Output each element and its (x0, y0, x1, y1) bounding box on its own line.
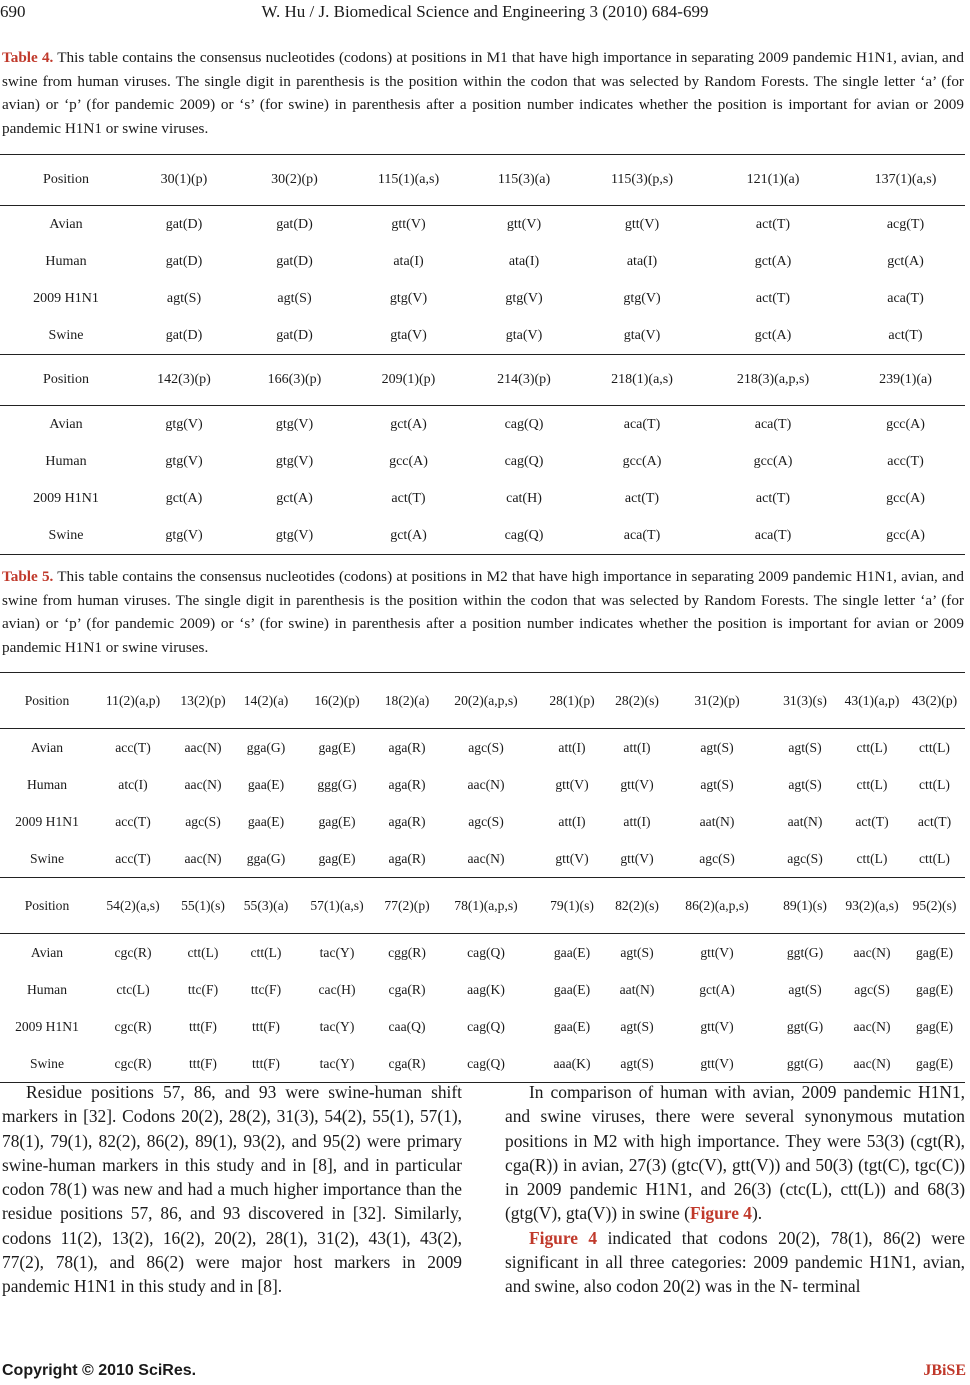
codon-cell: caa(Q) (388, 1018, 426, 1034)
column-header-cell: 93(2)(a,s) (840, 878, 904, 934)
codon-cell: aga(R) (388, 813, 426, 829)
codon-cell: aca(T) (584, 517, 700, 555)
codon-cell: gtt(V) (620, 850, 654, 866)
codon-cell: gag(E) (904, 1045, 965, 1083)
table4-caption-text: This table contains the consensus nucleotides (codons) at positions in M1 that have high importance in separating 2009 pandemic H1N1, avian, and swine from human viruses. The single digit in parenthesis is the position within the codon that was selected by Random Forests. The single letter ‘a’ (for avian) or ‘p’ (for pandemic 2009) or ‘s’ (for swine) in parenthesis after a position number indicates whether the position is important for avian or 2009 pandemic H1N1 or swine viruses. (2, 49, 964, 137)
codon-cell: ttt(F) (172, 1045, 234, 1083)
codon-cell: ggt(G) (770, 1045, 840, 1083)
table-header-row (0, 878, 965, 934)
codon-cell: gcc(A) (846, 517, 965, 555)
codon-cell: gtg(V) (275, 453, 314, 469)
codon-cell: aga(R) (388, 850, 426, 866)
column-header-cell: 31(3)(s) (770, 673, 840, 729)
codon-cell: gag(E) (318, 739, 356, 755)
codon-cell: acc(T) (115, 813, 151, 829)
table-row (0, 766, 965, 803)
table-row (0, 1045, 965, 1083)
codon-cell: act(T) (755, 290, 791, 306)
codon-cell: gct(A) (887, 253, 924, 269)
codon-cell: acg(T) (886, 216, 925, 232)
codon-cell: agt(S) (277, 290, 312, 306)
row-header-cell: Position (0, 155, 132, 206)
table4-label: Table 4. (2, 49, 54, 66)
column-header-cell: 30(1)(p) (132, 155, 236, 206)
codon-cell: gaa(E) (553, 944, 591, 960)
codon-cell: ata(I) (626, 253, 658, 269)
codon-cell: gat(D) (276, 216, 313, 232)
codon-cell: agt(S) (166, 290, 202, 306)
column-header-cell: 95(2)(s) (904, 878, 965, 934)
column-header-cell: 239(1)(a) (846, 355, 965, 406)
host-label-cell: Human (26, 981, 68, 997)
codon-cell: gga(G) (246, 850, 286, 866)
codon-cell: gct(A) (390, 416, 427, 432)
codon-cell: gtt(V) (664, 1045, 770, 1083)
codon-cell: gat(D) (276, 327, 313, 343)
column-header-cell: 115(3)(p,s) (584, 155, 700, 206)
codon-cell: gat(D) (165, 253, 203, 269)
codon-cell: act(T) (917, 813, 952, 829)
codon-cell: gtg(V) (165, 416, 203, 432)
column-header-cell: 18(2)(a) (376, 673, 438, 729)
row-header-cell: Position (0, 355, 132, 406)
codon-cell: ttt(F) (234, 1045, 298, 1083)
codon-cell: aca(T) (700, 517, 846, 555)
codon-cell: gag(E) (916, 981, 953, 997)
codon-cell: agt(S) (700, 739, 734, 755)
table-row (0, 443, 965, 480)
table-row (0, 317, 965, 355)
table-header-row (0, 673, 965, 729)
table-row (0, 480, 965, 517)
codon-cell: act(T) (755, 490, 791, 506)
codon-cell: gtg(V) (165, 453, 203, 469)
host-label-cell: 2009 H1N1 (15, 1018, 79, 1034)
codon-cell: agc(S) (699, 850, 735, 866)
column-header-cell: 82(2)(s) (610, 878, 664, 934)
codon-cell: cag(Q) (438, 1045, 534, 1083)
codon-cell: cag(Q) (504, 416, 544, 432)
codon-cell: aca(T) (623, 416, 661, 432)
column-header-cell: 43(1)(a,p) (840, 673, 904, 729)
codon-cell: ggg(G) (317, 776, 357, 792)
codon-cell: gtg(V) (623, 290, 661, 306)
journal-citation: W. Hu / J. Biomedical Science and Engineering 3 (2010) 684-699 (261, 2, 709, 21)
codon-cell: gcc(A) (886, 490, 925, 506)
codon-cell: gat(D) (165, 216, 203, 232)
table5-caption-text: This table contains the consensus nucleotides (codons) at positions in M2 that have high importance in separating 2009 pandemic H1N1, avian, and swine from human viruses. The single digit in parenthesis is the position within the codon that was selected by Random Forests. The single letter ‘a’ (for avian) or ‘p’ (for pandemic 2009) or ‘s’ (for swine) in parenthesis after a position number indicates whether the position is important for avian or 2009 pandemic H1N1 or swine viruses. (2, 568, 964, 656)
codon-cell: ata(I) (508, 253, 540, 269)
codon-cell: gta(V) (505, 327, 543, 343)
page-footer (0, 1362, 970, 1384)
codon-cell: cgg(R) (388, 944, 426, 960)
codon-cell: act(T) (391, 490, 426, 506)
host-label-cell: 2009 H1N1 (15, 813, 79, 829)
codon-cell: gtt(V) (700, 944, 734, 960)
codon-cell: tac(Y) (298, 1045, 376, 1083)
column-header-cell: 28(1)(p) (534, 673, 610, 729)
codon-cell: gtt(V) (555, 776, 589, 792)
codon-cell: aat(N) (787, 813, 823, 829)
codon-cell: gga(G) (246, 739, 286, 755)
codon-cell: att(I) (558, 739, 586, 755)
codon-cell: acc(T) (115, 739, 151, 755)
column-header-cell: 121(1)(a) (700, 155, 846, 206)
codon-cell: agt(S) (788, 776, 822, 792)
codon-cell: gtg(V) (389, 290, 428, 306)
codon-cell: ggt(G) (786, 1018, 824, 1034)
column-header-cell: 31(2)(p) (664, 673, 770, 729)
codon-cell: ctc(L) (116, 981, 150, 997)
codon-cell: cga(R) (388, 981, 426, 997)
codon-cell: cag(Q) (504, 453, 544, 469)
column-header-cell: 13(2)(p) (172, 673, 234, 729)
host-label-cell: Human (26, 776, 68, 792)
column-header-cell: 55(3)(a) (234, 878, 298, 934)
codon-cell: agt(S) (620, 1018, 654, 1034)
paragraph-text: indicated that codons 20(2), 78(1), 86(2) were significant in all three categories: 2009 pandemic H1N1, avian, and swine, also codon 20(2) was in the N- terminal (505, 1227, 965, 1297)
codon-cell: ggt(G) (786, 944, 824, 960)
codon-cell: gcc(A) (622, 453, 662, 469)
column-header-cell: 54(2)(a,s) (94, 878, 172, 934)
codon-cell: aaa(K) (534, 1045, 610, 1083)
codon-cell: aac(N) (853, 944, 891, 960)
host-label-cell: 2009 H1N1 (33, 290, 99, 306)
codon-cell: gct(A) (276, 490, 313, 506)
codon-cell: gtg(V) (132, 517, 236, 555)
host-label-cell: Swine (30, 850, 64, 866)
paragraph (505, 1226, 965, 1299)
codon-cell: agc(S) (787, 850, 823, 866)
codon-cell: aac(N) (467, 776, 505, 792)
codon-cell: gta(V) (390, 327, 427, 343)
table-row (0, 243, 965, 280)
codon-cell: ttc(F) (250, 981, 282, 997)
codon-cell: gcc(A) (389, 453, 428, 469)
codon-cell: cgc(R) (114, 944, 152, 960)
codon-cell: gcc(A) (886, 416, 925, 432)
paragraph: Residue positions 57, 86, and 93 were swine-human shift markers in [32]. Codons 20(2), 28(2), 31(3), 54(2), 55(1), 57(1), 78(1), 79(1), 82(2), 86(2), 89(1), 93(2), and 95(2) were primary swine-human markers in this study and in [8], and in particular codon 78(1) was new and had a much higher importance than the residue positions 57, 86, and 93 discovered in [32]. Similarly, codons 11(2), 13(2), 16(2), 20(2), 28(1), 31(2), 43(1), 43(2), 77(2), 78(1), and 86(2) were major host markers in 2009 pandemic H1N1 in this study and in [8]. (2, 1082, 462, 1297)
codon-cell: cag(Q) (467, 1018, 505, 1034)
codon-cell: gct(A) (754, 327, 792, 343)
codon-cell: cga(R) (376, 1045, 438, 1083)
codon-cell: tac(Y) (319, 944, 355, 960)
host-label-cell: Human (45, 453, 87, 469)
row-header-cell: Position (0, 878, 94, 934)
codon-cell: act(T) (755, 216, 791, 232)
running-header (0, 0, 970, 24)
codon-cell: acc(T) (115, 850, 151, 866)
codon-cell: ctt(L) (856, 850, 888, 866)
table-row (0, 1008, 965, 1045)
codon-cell: cac(H) (318, 981, 356, 997)
codon-cell: ctt(L) (919, 776, 950, 792)
codon-cell: gat(D) (165, 327, 203, 343)
codon-cell: gaa(E) (553, 981, 591, 997)
codon-cell: gat(D) (276, 253, 313, 269)
table-row (0, 971, 965, 1008)
codon-cell: gtt(V) (620, 776, 654, 792)
codon-cell: gtt(V) (700, 1018, 734, 1034)
column-header-cell: 28(2)(s) (610, 673, 664, 729)
codon-cell: aac(N) (184, 850, 222, 866)
codon-cell: gaa(E) (247, 776, 285, 792)
host-label-cell: Avian (30, 739, 64, 755)
codon-cell: gtt(V) (506, 216, 542, 232)
codon-cell: gag(E) (318, 850, 356, 866)
column-header-cell: 209(1)(p) (353, 355, 464, 406)
figure-link[interactable]: Figure 4 (529, 1227, 598, 1248)
column-header-cell: 55(1)(s) (172, 878, 234, 934)
codon-cell: aag(K) (467, 981, 505, 997)
codon-cell: agt(S) (700, 776, 734, 792)
codon-cell: aat(N) (619, 981, 655, 997)
column-header-cell: 137(1)(a,s) (846, 155, 965, 206)
codon-cell: aga(R) (388, 776, 426, 792)
host-label-cell: 2009 H1N1 (33, 490, 99, 506)
table-row (0, 406, 965, 444)
row-header-cell: Position (0, 673, 94, 729)
codon-cell: acc(T) (887, 453, 924, 469)
table-row (0, 517, 965, 555)
table-header-row (0, 355, 965, 406)
codon-cell: gta(V) (623, 327, 661, 343)
codon-cell: gct(A) (754, 253, 792, 269)
column-header-cell: 30(2)(p) (236, 155, 353, 206)
codon-cell: cat(H) (506, 490, 542, 506)
column-header-cell: 77(2)(p) (376, 878, 438, 934)
codon-cell: cgc(R) (114, 1018, 152, 1034)
column-header-cell: 218(3)(a,p,s) (700, 355, 846, 406)
codon-cell: ctt(L) (856, 739, 888, 755)
codon-cell: gag(E) (318, 813, 356, 829)
codon-cell: gtt(V) (391, 216, 426, 232)
table-row (0, 206, 965, 244)
codon-cell: aac(N) (467, 850, 505, 866)
host-label-cell: Avian (30, 944, 64, 960)
journal-abbrev: JBiSE (923, 1362, 966, 1379)
codon-cell: agt(S) (788, 739, 822, 755)
table-row (0, 280, 965, 317)
codon-cell: aca(T) (887, 290, 924, 306)
codon-cell: aac(N) (853, 1018, 891, 1034)
codon-cell: agc(S) (185, 813, 221, 829)
codon-cell: gtt(V) (624, 216, 660, 232)
column-header-cell: 14(2)(a) (234, 673, 298, 729)
column-header-cell: 214(3)(p) (464, 355, 584, 406)
codon-cell: ttt(F) (252, 1018, 280, 1034)
codon-cell: ttt(F) (189, 1018, 217, 1034)
codon-cell: gaa(E) (247, 813, 285, 829)
codon-cell: gtg(V) (275, 416, 314, 432)
codon-cell: att(I) (623, 813, 651, 829)
codon-cell: gct(A) (699, 981, 735, 997)
body-left-column (2, 1080, 462, 1299)
copyright-notice: Copyright © 2010 SciRes. (2, 1362, 197, 1379)
table-row (0, 840, 965, 878)
figure-link[interactable]: Figure 4 (689, 1203, 752, 1224)
codon-cell: cag(Q) (464, 517, 584, 555)
column-header-cell: 11(2)(a,p) (94, 673, 172, 729)
codon-cell: gtt(V) (555, 850, 589, 866)
host-label-cell: Swine (0, 1045, 94, 1083)
codon-cell: tac(Y) (319, 1018, 355, 1034)
codon-cell: gcc(A) (753, 453, 793, 469)
paragraph (505, 1080, 965, 1226)
codon-cell: gag(E) (916, 1018, 953, 1034)
codon-cell: ctt(L) (919, 850, 950, 866)
codon-cell: aac(N) (184, 739, 222, 755)
table-row (0, 803, 965, 840)
table5-caption (2, 565, 964, 659)
codon-cell: ctt(L) (250, 944, 282, 960)
column-header-cell: 20(2)(a,p,s) (438, 673, 534, 729)
codon-cell: ata(I) (393, 253, 424, 269)
codon-cell: att(I) (623, 739, 651, 755)
codon-cell: gaa(E) (553, 1018, 591, 1034)
paragraph-text: ). (751, 1203, 763, 1224)
body-right-column (505, 1080, 965, 1299)
column-header-cell: 86(2)(a,p,s) (664, 878, 770, 934)
codon-cell: act(T) (855, 813, 889, 829)
codon-cell: cag(Q) (467, 944, 505, 960)
codon-cell: aac(N) (184, 776, 222, 792)
codon-cell: gtg(V) (236, 517, 353, 555)
codon-cell: act(T) (624, 490, 660, 506)
column-header-cell: 79(1)(s) (534, 878, 610, 934)
codon-cell: gct(A) (353, 517, 464, 555)
codon-cell: aac(N) (840, 1045, 904, 1083)
host-label-cell: Human (45, 253, 87, 269)
column-header-cell: 218(1)(a,s) (584, 355, 700, 406)
host-label-cell: Avian (49, 216, 83, 232)
codon-cell: ctt(L) (856, 776, 888, 792)
codon-cell: agt(S) (620, 944, 654, 960)
table4-caption (2, 46, 964, 140)
codon-cell: gag(E) (916, 944, 953, 960)
codon-cell: ctt(L) (187, 944, 219, 960)
table-row (0, 729, 965, 767)
codon-cell: gct(A) (165, 490, 203, 506)
column-header-cell: 115(3)(a) (464, 155, 584, 206)
codon-cell: att(I) (558, 813, 586, 829)
column-header-cell: 57(1)(a,s) (298, 878, 376, 934)
table-header-row (0, 155, 965, 206)
paragraph-text: In comparison of human with avian, 2009 pandemic H1N1, and swine viruses, there were several synonymous mutation positions in M2 with high importance. They were 53(3) (cgt(R), cga(R)) in avian, 27(3) (gtc(V), gtt(V)) and 50(3) (tgt(C), tgc(C)) in 2009 pandemic H1N1, and 26(3) (ctc(L), ctt(L)) and 68(3) (gtg(V), gta(V)) in swine ( (505, 1082, 965, 1224)
column-header-cell: 78(1)(a,p,s) (438, 878, 534, 934)
column-header-cell: 115(1)(a,s) (353, 155, 464, 206)
codon-cell: gtg(V) (505, 290, 543, 306)
codon-cell: agt(S) (788, 981, 822, 997)
host-label-cell: Avian (49, 416, 83, 432)
codon-cell: agt(S) (610, 1045, 664, 1083)
column-header-cell: 89(1)(s) (770, 878, 840, 934)
codon-cell: act(T) (888, 327, 923, 343)
column-header-cell: 43(2)(p) (904, 673, 965, 729)
codon-cell: agc(S) (468, 739, 504, 755)
host-label-cell: Swine (48, 327, 84, 343)
table4 (0, 154, 965, 555)
codon-cell: ttc(F) (187, 981, 219, 997)
codon-cell: agc(S) (468, 813, 504, 829)
codon-cell: ctt(L) (919, 739, 950, 755)
table-row (0, 934, 965, 972)
column-header-cell: 16(2)(p) (298, 673, 376, 729)
codon-cell: cgc(R) (94, 1045, 172, 1083)
column-header-cell: 142(3)(p) (132, 355, 236, 406)
codon-cell: aat(N) (699, 813, 735, 829)
page-number: 690 (0, 2, 26, 21)
column-header-cell: 166(3)(p) (236, 355, 353, 406)
codon-cell: agc(S) (854, 981, 890, 997)
host-label-cell: Swine (0, 517, 132, 555)
codon-cell: aca(T) (754, 416, 792, 432)
codon-cell: atc(I) (118, 776, 148, 792)
table5-label: Table 5. (2, 568, 54, 585)
codon-cell: aga(R) (388, 739, 426, 755)
table5 (0, 672, 965, 1083)
